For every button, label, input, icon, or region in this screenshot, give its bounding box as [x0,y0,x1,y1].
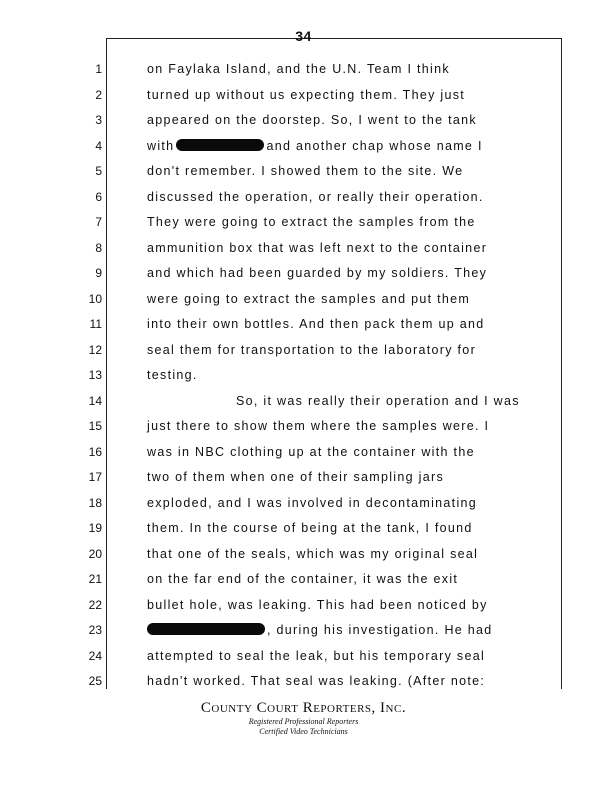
line-number: 19 [88,521,102,535]
line-text: hadn't worked. That seal was leaking. (After note: [147,674,486,688]
tagline-reporters: Registered Professional Reporters [248,717,359,726]
line-text-end: and another chap whose name I [266,138,483,153]
line-text: and which had been guarded by my soldiers. They [147,266,488,280]
transcript-line [0,516,607,541]
line-number: 17 [88,470,102,484]
line-text-end: , during his investigation. He had [267,623,493,637]
transcript-line [0,414,607,439]
line-number: 3 [95,113,102,127]
transcript-line [0,83,607,108]
line-text: exploded, and I was involved in decontaminating [147,495,478,510]
transcript-line [0,465,607,490]
transcript-line [0,108,607,133]
transcript-line [0,312,607,337]
line-number: 12 [88,342,102,357]
line-text: that one of the seals, which was my original seal [147,546,479,561]
transcript-line [0,57,607,82]
transcript-line [0,593,607,618]
line-number: 14 [88,393,102,408]
line-number: 7 [95,215,102,229]
line-text: turned up without us expecting them. They just [147,87,466,102]
line-number: 2 [95,87,102,102]
transcript-line [0,669,607,694]
transcript-line [0,287,607,312]
company-name: County Court Reporters, Inc. [200,700,407,716]
line-number: 16 [88,444,102,459]
transcript-line [0,440,607,465]
transcript-line [0,159,607,184]
transcript-line [0,618,607,643]
line-text: just there to show them where the samples were. I [147,419,490,433]
line-text: seal them for transportation to the laboratory for [147,342,477,357]
line-number: 10 [88,291,102,306]
line-text: They were going to extract the samples from the [147,215,476,229]
transcript-line [0,389,607,414]
line-number: 13 [88,368,102,382]
line-number: 9 [95,266,102,280]
line-text: into their own bottles. And then pack them up and [147,317,485,331]
line-text [147,618,567,643]
line-text: don't remember. I showed them to the site. We [147,164,464,178]
line-number: 1 [95,62,102,76]
line-number: 18 [88,495,102,510]
line-number: 11 [89,317,102,331]
redaction-block [147,623,265,635]
line-text: appeared on the doorstep. So, I went to the tank [147,113,477,127]
line-text: testing. [147,368,198,382]
line-number: 23 [88,623,102,637]
transcript-line [0,644,607,669]
line-text [147,134,567,159]
transcript-line [0,210,607,235]
transcript-line [0,338,607,363]
line-number: 20 [88,546,102,561]
tagline-video: Certified Video Technicians [259,727,348,736]
line-number: 25 [88,674,102,688]
line-number: 4 [95,138,102,153]
line-text: So, it was really their operation and I was [236,393,520,408]
transcript-line [0,261,607,286]
transcript-line [0,134,607,159]
line-text: them. In the course of being at the tank, I found [147,521,473,535]
line-text: bullet hole, was leaking. This had been noticed by [147,597,488,612]
line-number: 21 [88,572,102,586]
transcript-line [0,542,607,567]
redaction-block [176,139,264,151]
line-number: 24 [88,648,102,663]
line-text: discussed the operation, or really their operation. [147,189,484,204]
transcript-line [0,491,607,516]
line-number: 8 [95,240,102,255]
page-number: 34 [295,28,312,44]
transcript-line [0,567,607,592]
line-text: on the far end of the container, it was the exit [147,572,459,586]
line-text: ammunition box that was left next to the container [147,240,488,255]
line-number: 15 [88,419,102,433]
line-text: were going to extract the samples and put them [147,291,471,306]
line-text-start: with [147,138,175,153]
footer [0,700,607,737]
line-text: was in NBC clothing up at the container with the [147,444,475,459]
line-number: 5 [95,164,102,178]
line-text: two of them when one of their sampling jars [147,470,444,484]
line-number: 6 [95,189,102,204]
line-text: attempted to seal the leak, but his temporary seal [147,648,486,663]
line-number: 22 [88,597,102,612]
transcript-line [0,185,607,210]
line-text: on Faylaka Island, and the U.N. Team I think [147,62,450,76]
transcript-line [0,363,607,388]
transcript-line [0,236,607,261]
